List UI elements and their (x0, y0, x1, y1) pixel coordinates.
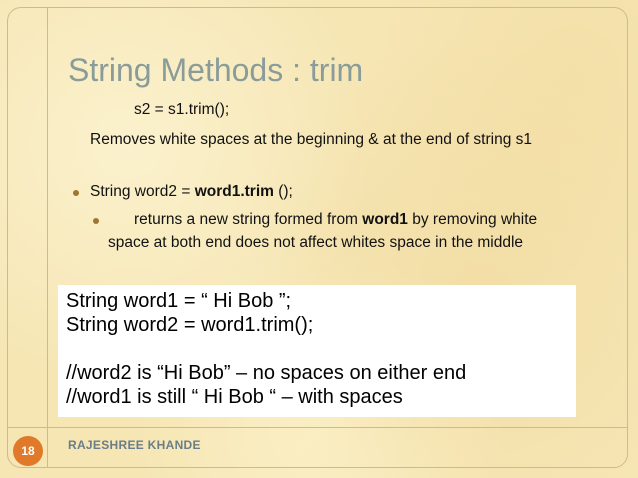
code-line: //word1 is still “ Hi Bob “ – with spaces (66, 386, 403, 408)
code-line: //word2 is “Hi Bob” – no spaces on either end (66, 362, 467, 384)
author-name: RAJESHREE KHANDE (68, 438, 201, 452)
sub-bullet-line1 (134, 211, 537, 229)
bullet-word2-suffix: (); (273, 183, 293, 200)
code-line-s2: s2 = s1.trim(); (134, 101, 230, 118)
sub-bullet-line2: space at both end does not affect whites space in the middle (108, 234, 524, 251)
bullet-word2-bold: word1.trim (194, 183, 274, 200)
sub-bullet-bold: word1 (362, 211, 408, 228)
sub-bullet-prefix: returns a new string formed from (134, 211, 363, 228)
code-example-box (58, 285, 576, 417)
slide-title: String Methods : trim (68, 52, 364, 88)
footer-divider (7, 427, 628, 428)
sub-bullet-icon (93, 218, 99, 224)
trim-description: Removes white spaces at the beginning & at the end of string s1 (90, 131, 533, 148)
bullet-icon (73, 190, 79, 196)
bullet-word2-prefix: String word2 = (90, 183, 195, 200)
left-divider (47, 7, 48, 468)
page-number-badge: 18 (13, 436, 43, 466)
code-line (66, 337, 568, 361)
sub-bullet-suffix: by removing white (407, 211, 538, 228)
code-line: String word2 = word1.trim(); (66, 314, 314, 336)
code-line: String word1 = “ Hi Bob ”; (66, 290, 292, 312)
bullet-word2-line (90, 183, 293, 201)
